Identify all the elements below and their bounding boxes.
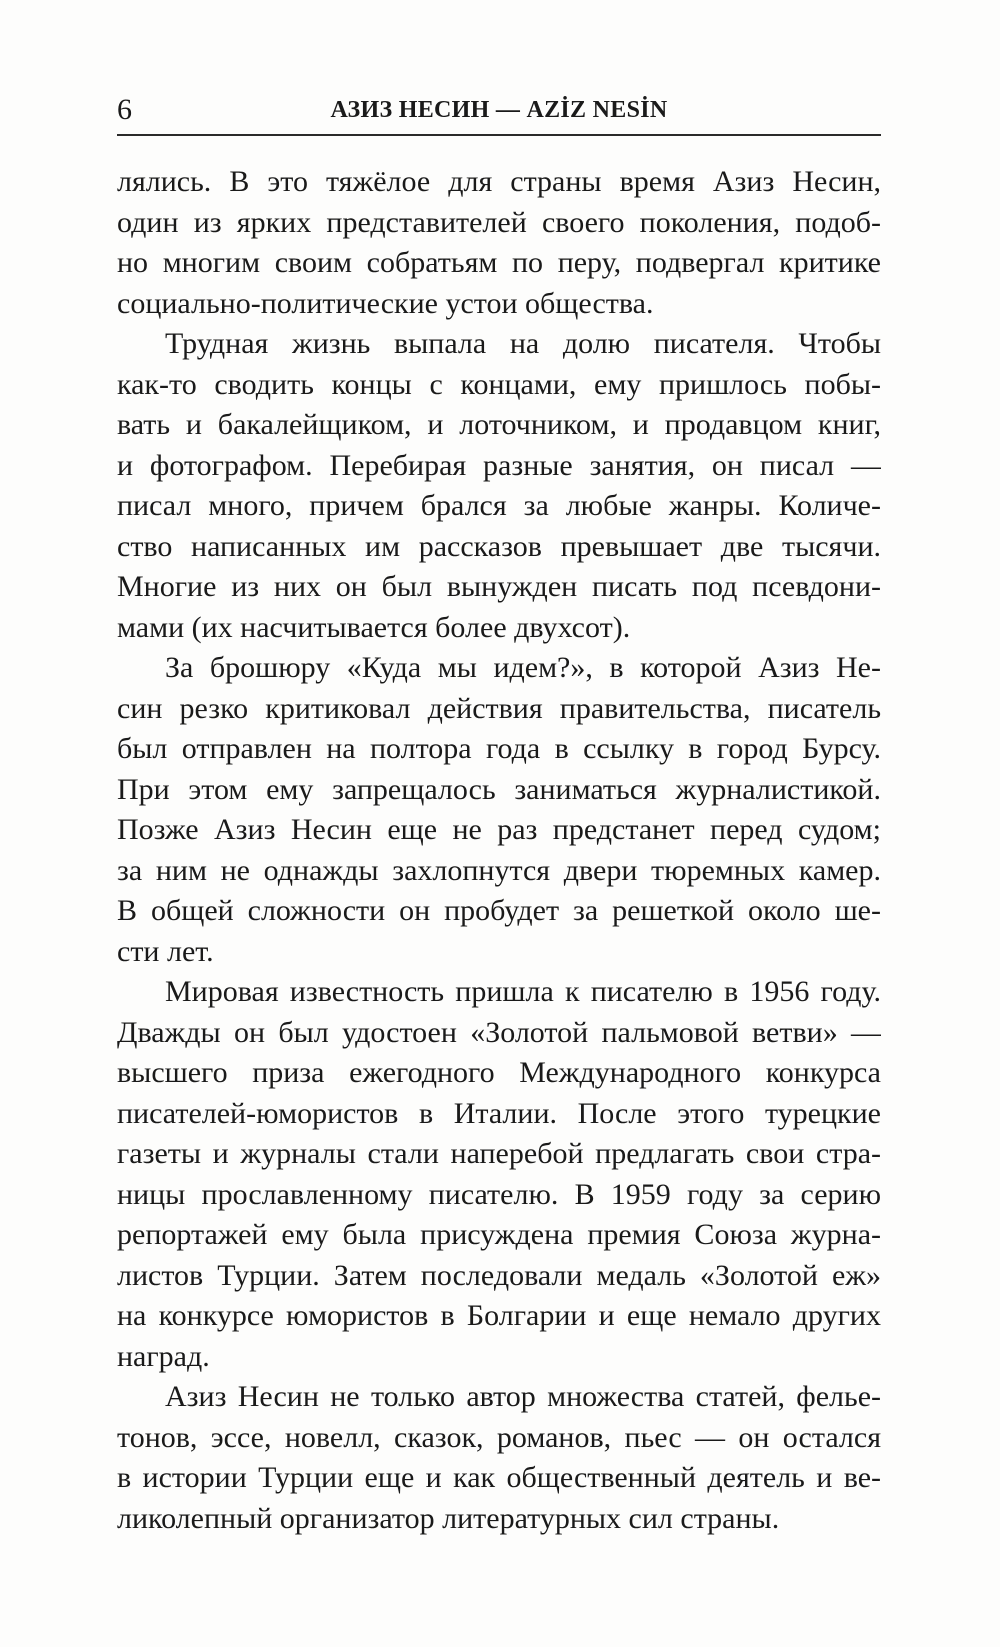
text-line: в истории Турции еще и как общественный деятель и ве- — [117, 1461, 881, 1494]
paragraph — [117, 162, 881, 324]
text-line: сти лет. — [117, 934, 214, 968]
text-line: В общей сложности он пробудет за решеткой около ше- — [117, 894, 881, 927]
text-line: был отправлен на полтора года в ссылку в город Бурсу. — [117, 732, 881, 765]
text-line: один из ярких представителей своего поколения, подоб- — [117, 205, 881, 239]
text-line: социально-политические устои общества. — [117, 286, 654, 320]
text-line: на конкурсе юмористов в Болгарии и еще немало других — [117, 1299, 881, 1332]
text-line: репортажей ему была присуждена премия Союза журна- — [117, 1218, 881, 1251]
text-line: ницы прославленному писателю. В 1959 году за серию — [117, 1177, 881, 1211]
paragraph — [117, 1377, 881, 1539]
text-line: писал много, причем брался за любые жанры. Количе- — [117, 489, 881, 522]
paragraph — [117, 324, 881, 648]
text-line: газеты и журналы стали наперебой предлагать свои стра- — [117, 1137, 881, 1170]
page-number: 6 — [117, 93, 132, 126]
text-line: При этом ему запрещалось заниматься журналистикой. — [117, 772, 881, 806]
text-line: вать и бакалейщиком, и лоточником, и продавцом книг, — [117, 408, 881, 441]
text-line: но многим своим собратьям по перу, подвергал критике — [117, 246, 881, 279]
text-line: ство написанных им рассказов превышает две тысячи. — [117, 529, 881, 563]
text-line: высшего приза ежегодного Международного конкурса — [117, 1056, 881, 1089]
text-line: Азиз Несин не только автор множества статей, фелье- — [165, 1380, 881, 1413]
text-line: мами (их насчитывается более двухсот). — [117, 610, 631, 644]
body-text — [117, 162, 881, 1539]
paragraph — [117, 972, 881, 1377]
text-line: Трудная жизнь выпала на долю писателя. Чтобы — [165, 327, 881, 360]
text-line: тонов, эссе, новелл, сказок, романов, пьес — он остался — [117, 1420, 881, 1454]
text-line: и фотографом. Перебирая разные занятия, он писал — — [117, 448, 881, 482]
text-line: наград. — [117, 1339, 210, 1373]
header-divider — [117, 134, 881, 136]
text-line: син резко критиковал действия правительства, писатель — [117, 691, 881, 725]
text-line: за ним не однажды захлопнутся двери тюремных камер. — [117, 853, 881, 887]
text-line: За брошюру «Куда мы идем?», в которой Азиз Не- — [165, 651, 881, 684]
text-line: Дважды он был удостоен «Золотой пальмовой ветви» — — [117, 1015, 881, 1049]
text-line: лялись. В это тяжёлое для страны время Азиз Несин, — [117, 165, 881, 198]
text-line: Мировая известность пришла к писателю в 1956 году. — [165, 975, 881, 1008]
text-line: писателей-юмористов в Италии. После этого турецкие — [117, 1096, 881, 1130]
text-line: ликолепный организатор литературных сил страны. — [117, 1501, 780, 1535]
text-line: листов Турции. Затем последовали медаль «Золотой еж» — [117, 1258, 881, 1292]
text-line: как-то сводить концы с концами, ему пришлось побы- — [117, 367, 881, 401]
text-line: Позже Азиз Несин еще не раз предстанет перед судом; — [117, 813, 881, 846]
running-head: АЗИЗ НЕСИН — AZİZ NESİN — [330, 97, 668, 123]
page-header — [117, 86, 881, 136]
paragraph — [117, 648, 881, 972]
text-line: Многие из них он был вынужден писать под псевдони- — [117, 570, 881, 603]
